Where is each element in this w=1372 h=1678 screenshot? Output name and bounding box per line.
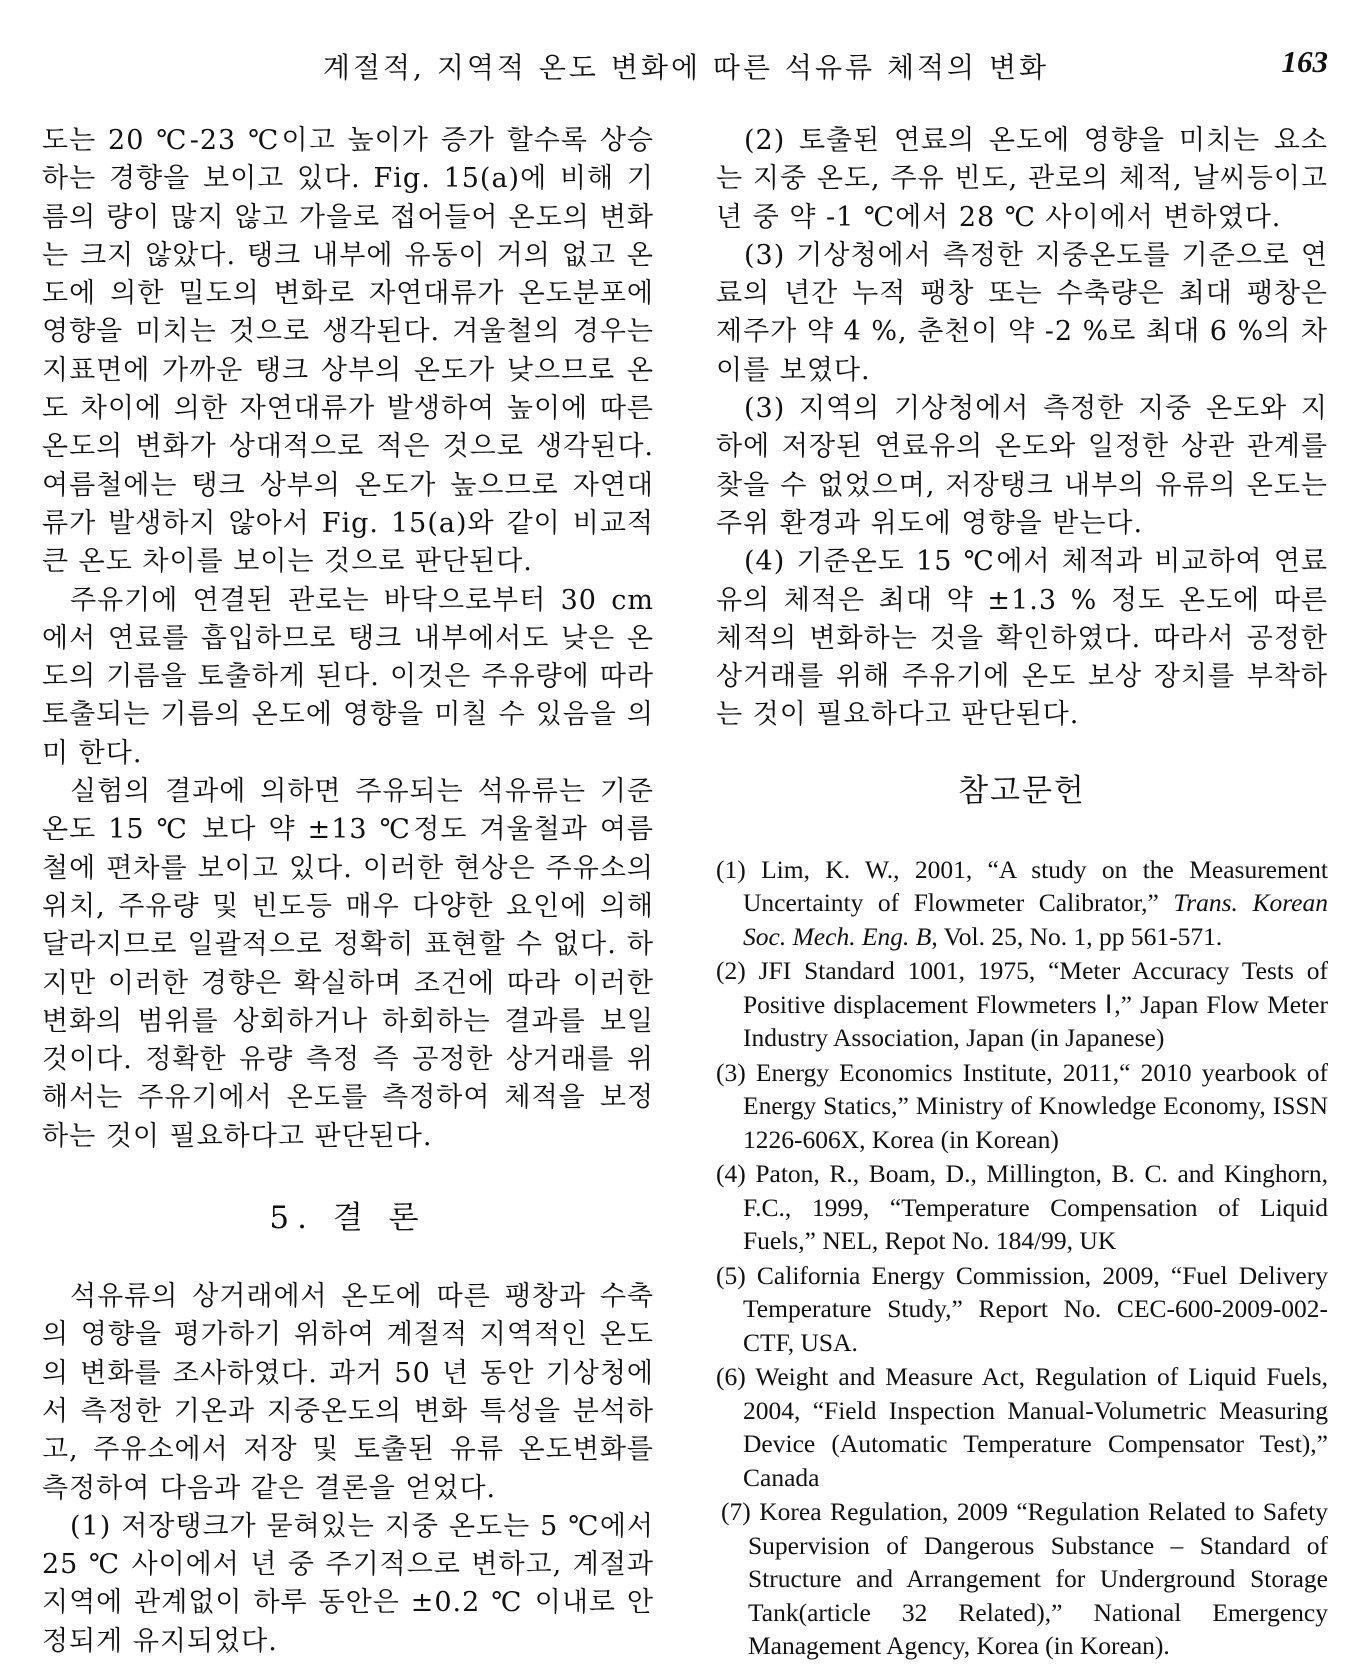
reference-tail: , Vol. 25, No. 1, pp 561-571. bbox=[931, 921, 1223, 951]
reference-text: (4) Paton, R., Boam, D., Millington, B. C. and Kinghorn, F.C., 1999, “Temperature Compensation of Liquid Fuels,” NEL, Repot No. 184/99, UK bbox=[716, 1159, 1328, 1256]
reference-text: (7) Korea Regulation, 2009 “Regulation Related to Safety Supervision of Dangerous Substance – Standard of Structure and Arrangement for Underground Storage Tank(article 32 Related),” National Emergency Management Agency, Korea (in Korean). bbox=[721, 1497, 1328, 1661]
right-column bbox=[716, 122, 1328, 1664]
reference-item bbox=[716, 1259, 1328, 1360]
reference-text: (6) Weight and Measure Act, Regulation of Liquid Fuels, 2004, “Field Inspection Manual-Volumetric Measuring Device (Automatic Temperature Compensator Test),” Canada bbox=[716, 1362, 1328, 1492]
reference-text: (2) JFI Standard 1001, 1975, “Meter Accuracy Tests of Positive displacement Flowmeters Ⅰ,” Japan Flow Meter Industry Association, Japan (in Japanese) bbox=[716, 956, 1328, 1053]
reference-item bbox=[716, 1056, 1328, 1157]
reference-item bbox=[716, 853, 1328, 954]
reference-item bbox=[716, 1360, 1328, 1494]
body-paragraph: 실험의 결과에 의하면 주유되는 석유류는 기준온도 15 ℃ 보다 약 ±13 ℃정도 겨울철과 여름철에 편차를 보이고 있다. 이러한 현상은 주유소의 위치, 주유량 및 빈도등 매우 다양한 요인에 의해 달라지므로 일괄적으로 정확히 표현할 수 없다. 하지만 이러한 경향은 확실하며 조건에 따라 이러한 변화의 범위를 상회하거나 하회하는 결과를 보일 것이다. 정확한 유량 측정 즉 공정한 상거래를 위해서는 주유기에서 온도를 측정하여 체적을 보정하는 것이 필요하다고 판단된다. bbox=[42, 776, 654, 1152]
conclusion-item: (1) 저장탱크가 묻혀있는 지중 온도는 5 ℃에서 25 ℃ 사이에서 년 중 주기적으로 변하고, 계절과 지역에 관계없이 하루 동안은 ±0.2 ℃ 이내로 안정되게 유지되었다. bbox=[42, 1510, 654, 1657]
reference-venue: Trans. Korean Soc. Mech. Eng. B bbox=[743, 888, 1329, 951]
conclusion-item: (3) 지역의 기상청에서 측정한 지중 온도와 지하에 저장된 연료유의 온도와 일정한 상관 관계를 찾을 수 없었으며, 저장탱크 내부의 유류의 온도는 주위 환경과 위도에 영향을 받는다. bbox=[716, 393, 1328, 539]
reference-text: (3) Energy Economics Institute, 2011,“ 2010 yearbook of Energy Statics,” Ministry of Knowledge Economy, ISSN 1226-606X, Korea (in Korean) bbox=[716, 1057, 1328, 1154]
reference-item bbox=[716, 1157, 1328, 1258]
running-title: 계절적, 지역적 온도 변화에 따른 석유류 체적의 변화 bbox=[322, 51, 1050, 84]
references-heading: 참고문헌 bbox=[958, 772, 1086, 809]
conclusion-intro: 석유류의 상거래에서 온도에 따른 팽창과 수축의 영향을 평가하기 위하여 계절적 지역적인 온도의 변화를 조사하였다. 과거 50 년 동안 기상청에서 측정한 기온과 지중온도의 변화 특성을 분석하고, 주유소에서 저장 및 토출된 유류 온도변화를 측정하여 다음과 같은 결론을 얻었다. bbox=[42, 1281, 654, 1504]
conclusion-item: (2) 토출된 연료의 온도에 영향을 미치는 요소는 지중 온도, 주유 빈도, 관로의 체적, 날씨등이고 년 중 약 -1 ℃에서 28 ℃ 사이에서 변하였다. bbox=[716, 125, 1328, 233]
page-number: 163 bbox=[1281, 44, 1328, 79]
body-paragraph: 도는 20 ℃-23 ℃이고 높이가 증가 할수록 상승하는 경향을 보이고 있다. Fig. 15(a)에 비해 기름의 량이 많지 않고 가을로 접어들어 온도의 변화는 크지 않았다. 탱크 내부에 유동이 거의 없고 온도에 의한 밀도의 변화로 자연대류가 온도분포에 영향을 미치는 것으로 생각된다. 겨울철의 경우는 지표면에 가까운 탱크 상부의 온도가 낮으므로 온도 차이에 의한 자연대류가 발생하여 높이에 따른 온도의 변화가 상대적으로 적은 것으로 생각된다. 여름철에는 탱크 상부의 온도가 높으므로 자연대류가 발생하지 않아서 Fig. 15(a)와 같이 비교적 큰 온도 차이를 보이는 것으로 판단된다. bbox=[42, 125, 654, 578]
left-column bbox=[42, 122, 654, 1661]
page-header bbox=[0, 40, 1372, 100]
reference-text: (1) Lim, K. W., 2001, “A study on the Measurement Uncertainty of Flowmeter Calibrator,” bbox=[716, 854, 1328, 918]
body-paragraph: 주유기에 연결된 관로는 바닥으로부터 30 cm 에서 연료를 흡입하므로 탱크 내부에서도 낮은 온도의 기름을 토출하게 된다. 이것은 주유량에 따라 토출되는 기름의 온도에 영향을 미칠 수 있음을 의미 한다. bbox=[42, 584, 654, 769]
conclusion-item: (3) 기상청에서 측정한 지중온도를 기준으로 연료의 년간 누적 팽창 또는 수축량은 최대 팽창은 제주가 약 4 %, 춘천이 약 -2 %로 최대 6 %의 차이를 보였다. bbox=[716, 239, 1328, 386]
section-heading-conclusion: 5. 결 론 bbox=[269, 1200, 427, 1237]
reference-text: (5) California Energy Commission, 2009, “Fuel Delivery Temperature Study,” Report No. CEC-600-2009-002-CTF, USA. bbox=[716, 1260, 1328, 1357]
reference-item bbox=[716, 954, 1328, 1055]
reference-list bbox=[716, 853, 1328, 1663]
reference-item bbox=[716, 1495, 1328, 1663]
conclusion-item: (4) 기준온도 15 ℃에서 체적과 비교하여 연료유의 체적은 최대 약 ±1.3 % 정도 온도에 따른 체적의 변화하는 것을 확인하였다. 따라서 공정한 상거래를 위해 주유기에 온도 보상 장치를 부착하는 것이 필요하다고 판단된다. bbox=[716, 546, 1328, 731]
